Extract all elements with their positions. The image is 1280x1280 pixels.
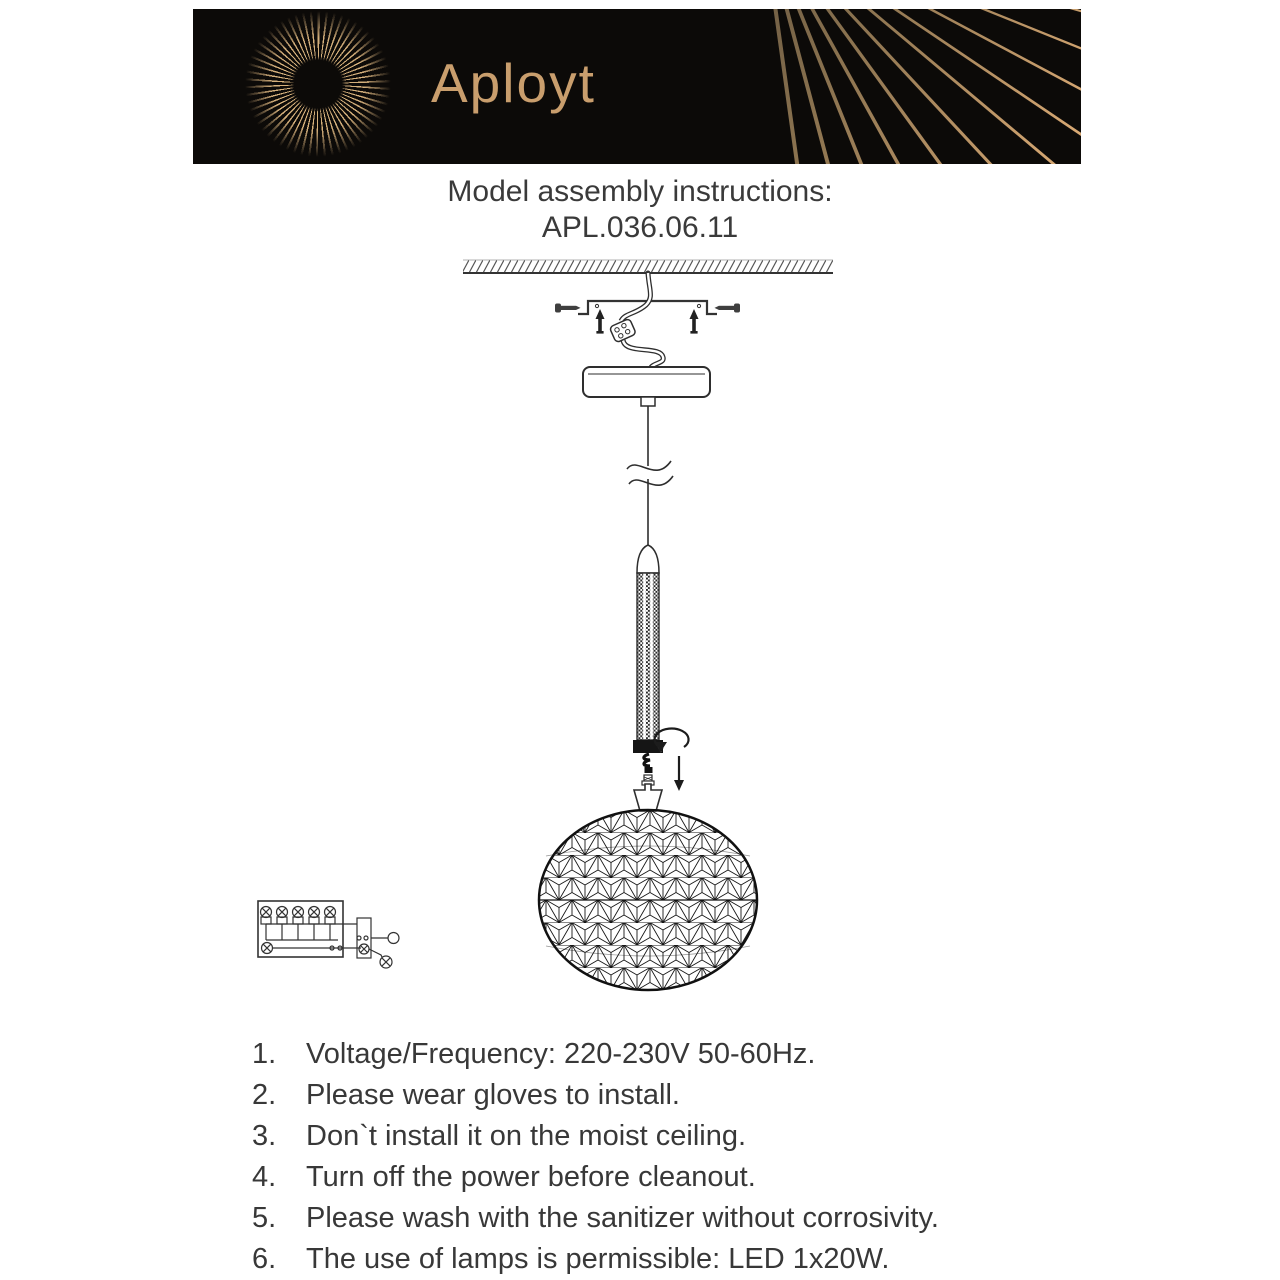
item-text: Voltage/Frequency: 220-230V 50-60Hz. — [306, 1038, 816, 1070]
canopy — [583, 367, 710, 406]
terminal-screw-icon — [325, 907, 336, 925]
title-block — [0, 174, 1280, 246]
cable-break — [627, 406, 673, 546]
ray-decoration-icon — [193, 9, 1081, 164]
instructions-list — [252, 1034, 1082, 1280]
item-text: The use of lamps is permissible: LED 1x20W. — [306, 1243, 890, 1275]
model-number: APL.036.06.11 — [541, 211, 739, 244]
instruction-item — [252, 1075, 1082, 1116]
item-number: 2. — [252, 1079, 277, 1111]
terminal-screw-icon — [261, 907, 272, 925]
item-text: Please wear gloves to install. — [306, 1079, 680, 1111]
item-text: Don`t install it on the moist ceiling. — [306, 1120, 747, 1152]
brand-name: Aployt — [431, 52, 596, 114]
instruction-item — [252, 1157, 1082, 1198]
item-text: Turn off the power before cleanout. — [306, 1161, 756, 1193]
item-number: 6. — [252, 1243, 277, 1275]
instruction-item — [252, 1239, 1082, 1280]
item-number: 4. — [252, 1161, 277, 1193]
lamp-holder — [634, 775, 662, 811]
instruction-item — [252, 1116, 1082, 1157]
item-text: Please wash with the sanitizer without corrosivity. — [306, 1202, 939, 1234]
instruction-item — [252, 1198, 1082, 1239]
crystal-sphere-shade — [539, 810, 757, 990]
brand-banner — [193, 9, 1081, 164]
terminal-screw-icon — [277, 907, 288, 925]
item-number: 3. — [252, 1120, 277, 1152]
item-number: 5. — [252, 1202, 277, 1234]
suspension-rod — [633, 545, 663, 773]
page-title: Model assembly instructions: — [447, 175, 833, 208]
assembly-diagram — [230, 250, 850, 1010]
instruction-item — [252, 1034, 1082, 1075]
down-arrow-icon — [674, 756, 684, 791]
terminal-screw-icon — [309, 907, 320, 925]
terminal-block — [609, 318, 636, 342]
terminal-screw-icon — [293, 907, 304, 925]
item-number: 1. — [252, 1038, 277, 1070]
wiring-diagram — [258, 901, 399, 968]
